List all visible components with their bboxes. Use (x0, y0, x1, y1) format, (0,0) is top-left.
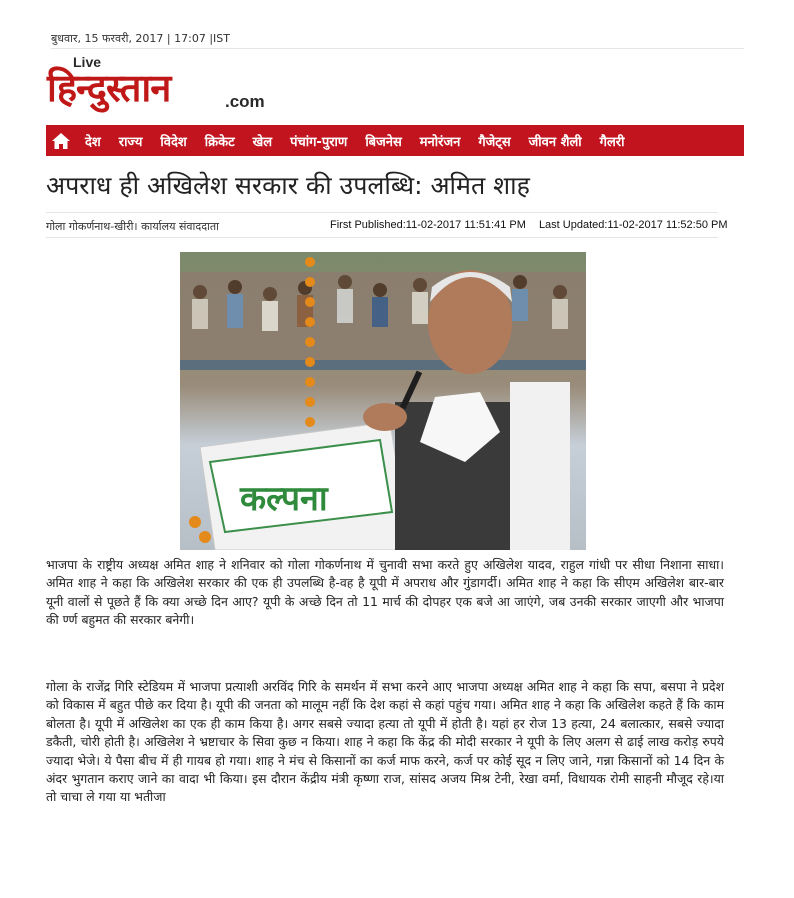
meta-divider-top (46, 212, 718, 213)
article-headline: अपराध ही अखिलेश सरकार की उपलब्धि: अमित शाह (46, 171, 530, 200)
nav-item-panchang[interactable]: पंचांग-पुराण (290, 134, 348, 150)
main-nav (46, 125, 744, 156)
first-published: First Published:11-02-2017 11:51:41 PM (330, 219, 526, 231)
nav-item-gallery[interactable]: गैलरी (599, 134, 625, 150)
article-byline: गोला गोकर्णनाथ-खीरी। कार्यालय संवाददाता (46, 220, 220, 233)
logo-suffix-text: .com (225, 92, 265, 111)
top-divider (51, 48, 744, 49)
publish-dates (330, 219, 728, 231)
logo-main-text: हिन्दुस्तान (47, 66, 171, 110)
logo-live-text: Live (73, 54, 102, 70)
nav-item-jeevan-shaili[interactable]: जीवन शैली (528, 134, 582, 150)
article-photo (180, 252, 586, 550)
nav-item-desh[interactable]: देश (85, 134, 101, 150)
dateline: बुधवार, 15 फरवरी, 2017 | 17:07 |IST (51, 32, 230, 45)
nav-item-rajya[interactable]: राज्य (118, 134, 143, 150)
site-logo[interactable] (47, 54, 269, 118)
nav-item-cricket[interactable]: क्रिकेट (204, 134, 235, 150)
nav-item-manoranjan[interactable]: मनोरंजन (419, 134, 461, 150)
last-updated: Last Updated:11-02-2017 11:52:50 PM (538, 219, 728, 231)
article-paragraph: भाजपा के राष्ट्रीय अध्यक्ष अमित शाह ने शनिवार को गोला गोकर्णनाथ में चुनावी सभा करते हुए अखिलेश यादव, राहुल गांधी पर सीधा निशाना साधा। अमित शाह ने कहा कि अखिलेश सरकार की एक ही उपलब्धि है-वह है यूपी में अपराध और गुंडागर्दी। अमित शाह ने कहा कि सीएम अखिलेश बार-बार यूनी वालों से पूछते हैं कि क्या अच्छे दिन आए? यूपी के अच्छे दिन तो 11 मार्च की दोपहर एक बजे आ जाएंगे, जब उनकी सरकार जाएगी और भाजपा की र्ण्ण बहुमत की सरकार बनेगी। (46, 557, 724, 628)
meta-divider-bottom (46, 237, 718, 238)
nav-item-business[interactable]: बिजनेस (365, 134, 402, 150)
home-icon[interactable] (46, 125, 76, 156)
nav-item-gadgets[interactable]: गैजेट्स (478, 134, 511, 150)
nav-item-khel[interactable]: खेल (252, 134, 273, 150)
article-paragraph: गोला के राजेंद्र गिरि स्टेडियम में भाजपा प्रत्याशी अरविंद गिरि के समर्थन में सभा करने आए भाजपा अध्यक्ष अमित शाह ने कहा कि सपा, बसपा ने प्रदेश को विकास में बहुत पीछे कर दिया है। यूपी की जनता को मालूम नहीं कि देश कहां से कहां पहुंच गया। अमित शाह ने कहा कि अखिलेश कहते हैं कि काम बोलता है। यूपी में अखिलेश का एक ही काम किया है। अगर सबसे ज्यादा हत्या तो यूपी में होती है। यहां हर रोज 13 हत्या, 24 बलात्कार, सबसे ज्यादा डकैती, चोरी होती है। अखिलेश ने भ्रष्टाचार के सिवा कुछ न किया। शाह ने कहा कि केंद्र की मोदी सरकार ने यूपी के लिए अलग से ढाई लाख करोड़ रुपये ज्यादा भेजे। ये पैसा बीच में ही गायब हो गया। शाह ने मंच से किसानों का कर्ज माफ करने, कर्ज पर कोई सूद न लिए जाने, गन्ना किसानों को 14 दिन के अंदर भुगतान कराए जाने का वादा भी किया। इस दौरान केंद्रीय मंत्री कृष्णा राज, सांसद अजय मिश्र टेनी, रेखा वर्मा, विधायक रोमी साहनी मौजूद रहे।या तो चाचा ले गया या भतीजा (46, 679, 724, 805)
podium-text: कल्पना (240, 479, 328, 519)
nav-item-videsh[interactable]: विदेश (160, 134, 187, 150)
